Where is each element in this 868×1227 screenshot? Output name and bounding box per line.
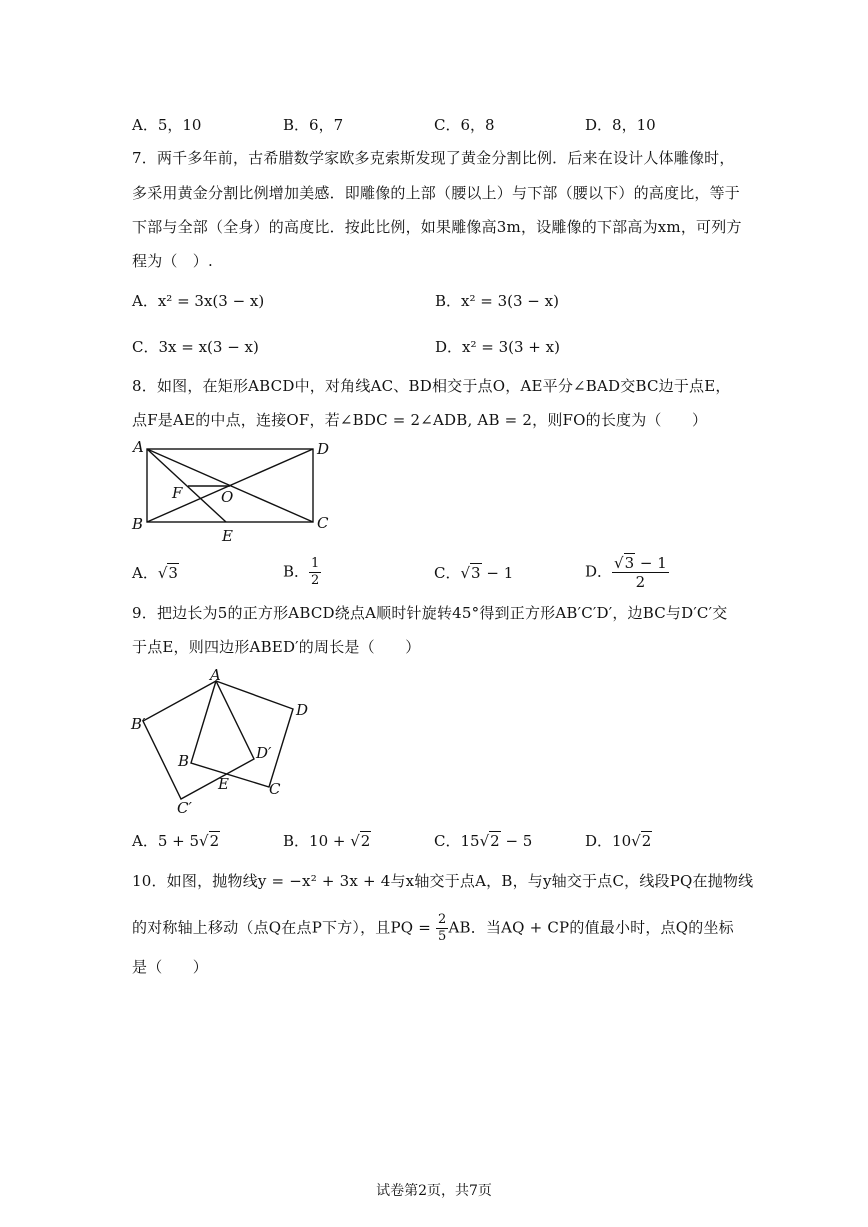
label-b: B xyxy=(178,752,190,770)
q6-option-b: B．6，7 xyxy=(283,116,344,134)
q9-option-b-label: B． xyxy=(283,832,310,850)
q6-option-d: D．8，10 xyxy=(585,116,656,134)
q8-option-d-denominator: 2 xyxy=(635,573,646,591)
q9-option-c-label: C． xyxy=(434,832,461,850)
q9-stem-line-2: 于点E，则四边形ABED′的周长是（ ） xyxy=(132,638,421,656)
label-a: A xyxy=(210,666,221,684)
q6-option-c: C．6，8 xyxy=(434,116,495,134)
q8-stem-line-1: 8．如图，在矩形ABCD中，对角线AC、BD相交于点O，AE平分∠BAD交BC边于点E， xyxy=(132,377,731,395)
q9-option-d-radicand: 2 xyxy=(641,832,652,850)
q7-option-d: D．x² = 3(3 + x) xyxy=(435,338,560,356)
label-d-prime: D′ xyxy=(256,744,272,762)
q8-option-d-label: D． xyxy=(585,562,613,581)
q8-options xyxy=(132,554,752,591)
q8-option-c-label: C． xyxy=(434,564,461,582)
q9-option-b: B．10 + √2 xyxy=(283,832,371,850)
q10-stem-line-3: 是（ ） xyxy=(132,958,209,976)
label-b: B xyxy=(132,515,144,533)
q8-option-b xyxy=(283,556,321,589)
q8-option-d-numerator-rest: − 1 xyxy=(635,554,667,572)
q10-fraction-denominator: 5 xyxy=(438,929,447,944)
label-f: F xyxy=(172,484,183,502)
q8-option-d-radicand: 3 xyxy=(624,554,635,572)
q8-rectangle-figure xyxy=(130,436,340,548)
q8-option-b-denominator: 2 xyxy=(311,573,320,588)
q9-options xyxy=(132,830,752,852)
label-d: D xyxy=(296,701,309,719)
q9-option-a-radicand: 2 xyxy=(209,832,220,850)
q8-option-a-label: A． xyxy=(132,564,158,582)
q10-stem-line-2a: 的对称轴上移动（点Q在点P下方），且PQ = xyxy=(132,918,436,937)
label-a: A xyxy=(133,438,144,456)
q9-option-a-pre: 5 + 5 xyxy=(157,832,200,850)
q7-option-b: B．x² = 3(3 − x) xyxy=(435,292,559,310)
q6-options xyxy=(132,114,752,136)
label-c: C xyxy=(317,514,329,532)
q8-option-b-numerator: 1 xyxy=(311,556,320,571)
q8-option-c: C．√3 − 1 xyxy=(434,564,514,582)
q9-stem-line-1: 9．把边长为5的正方形ABCD绕点A顺时针旋转45°得到正方形AB′C′D′，边BC与D′C′交 xyxy=(132,604,728,622)
label-c: C xyxy=(269,780,281,798)
label-o: O xyxy=(221,488,234,506)
q9-option-c: C．15√2 − 5 xyxy=(434,832,533,850)
q9-option-c-post: − 5 xyxy=(500,832,533,850)
q10-fraction-numerator: 2 xyxy=(438,912,447,927)
q9-option-d-label: D． xyxy=(585,832,613,850)
q8-option-b-label: B． xyxy=(283,562,310,581)
q8-option-a-radicand: 3 xyxy=(168,564,178,582)
q9-option-a: A．5 + 5√2 xyxy=(132,832,220,850)
label-e: E xyxy=(218,775,229,793)
label-b-prime: B′ xyxy=(131,715,146,733)
q8-option-a: A．√3 xyxy=(132,564,178,582)
q10-stem-line-1: 10．如图，抛物线y = −x² + 3x + 4与x轴交于点A，B，与y轴交于点C，线段PQ在抛物线 xyxy=(132,872,754,890)
q9-option-c-pre: 15 xyxy=(460,832,480,850)
q10-stem-line-2b: AB．当AQ + CP的值最小时，点Q的坐标 xyxy=(448,918,734,937)
q9-option-b-radicand: 2 xyxy=(360,832,371,850)
q7-stem-line-4: 程为（ ）. xyxy=(132,252,213,270)
q9-option-a-label: A． xyxy=(132,832,158,850)
label-e: E xyxy=(222,527,233,545)
label-c-prime: C′ xyxy=(177,799,192,817)
q9-option-d: D．10√2 xyxy=(585,832,652,850)
q8-option-c-rest: − 1 xyxy=(481,564,514,582)
label-d: D xyxy=(317,440,330,458)
q7-stem-line-1: 7．两千多年前，古希腊数学家欧多克索斯发现了黄金分割比例．后来在设计人体雕像时， xyxy=(132,149,735,167)
q7-stem-line-3: 下部与全部（全身）的高度比．按此比例，如果雕像高3m，设雕像的下部高为xm，可列方 xyxy=(132,218,742,236)
q9-rotated-square-figure xyxy=(126,664,326,820)
q8-option-c-radicand: 3 xyxy=(471,564,481,582)
q8-option-d: D． $\frac{√3 - 1}{2}$ xyxy=(585,554,667,591)
q7-stem-line-2: 多采用黄金分割比例增加美感．即雕像的上部（腰以上）与下部（腰以下）的高度比，等于 xyxy=(132,184,741,202)
q7-option-a: A．x² = 3x(3 − x) xyxy=(132,292,265,310)
q10-stem-line-2 xyxy=(132,912,734,945)
q9-option-c-radicand: 2 xyxy=(490,832,500,850)
q7-option-c: C．3x = x(3 − x) xyxy=(132,338,259,356)
q6-option-a: A．5，10 xyxy=(132,116,202,134)
q8-stem-line-2: 点F是AE的中点，连接OF，若∠BDC = 2∠ADB, AB = 2，则FO的长度为（ ） xyxy=(132,411,708,429)
q9-option-d-pre: 10 xyxy=(612,832,632,850)
page-footer: 试卷第2页，共7页 xyxy=(376,1183,492,1199)
q9-option-b-pre: 10 + xyxy=(309,832,351,850)
